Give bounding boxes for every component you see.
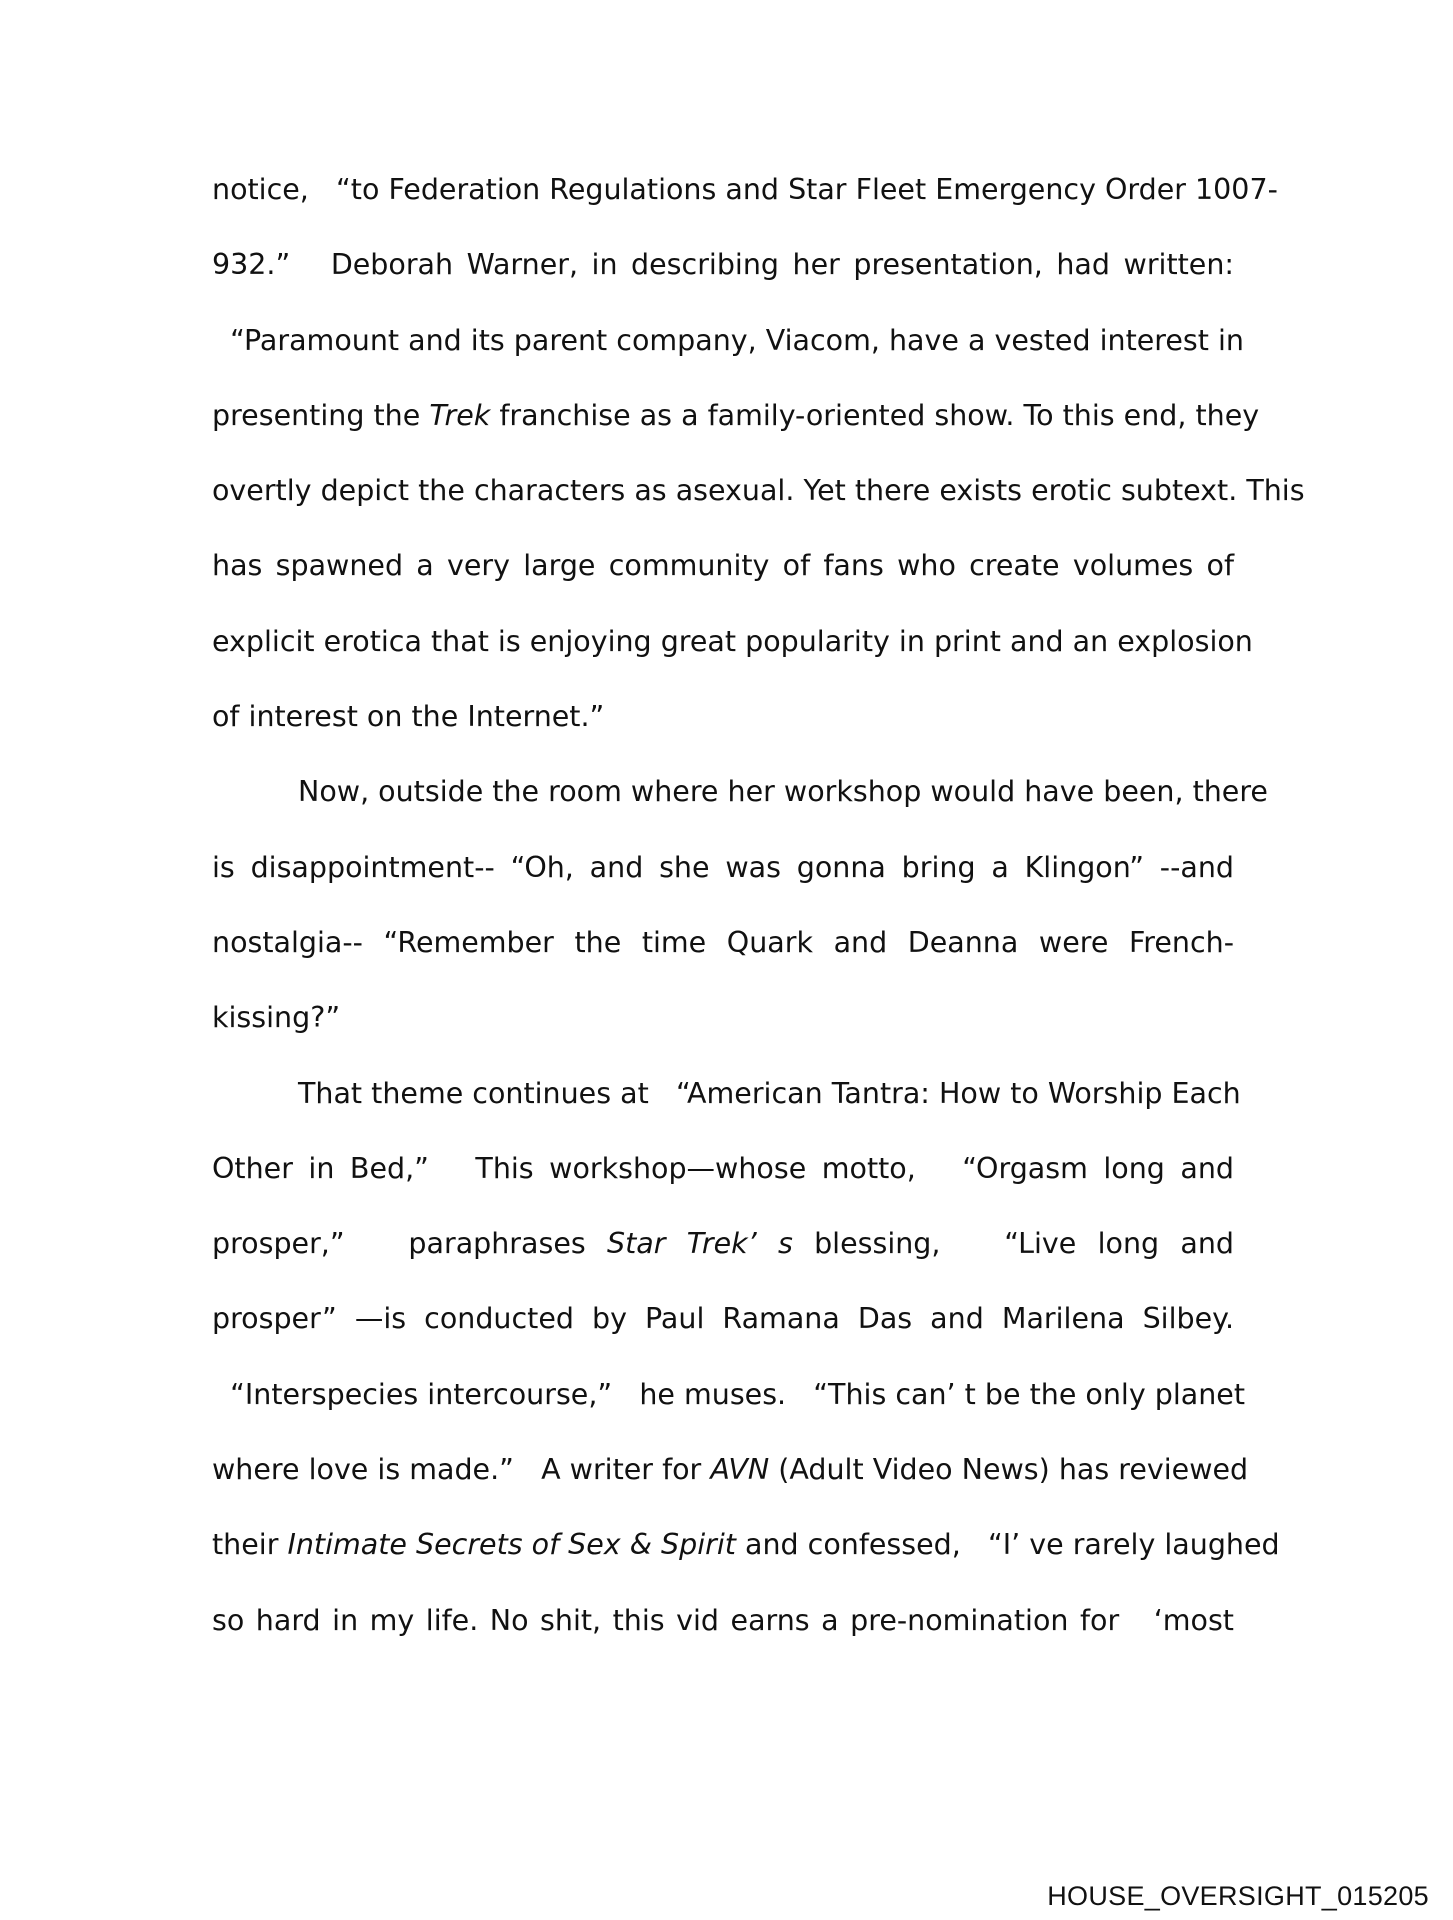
text-line — [212, 988, 1234, 1063]
text-line — [212, 1214, 1234, 1289]
text-run: kissing?” — [212, 1001, 341, 1035]
document-body — [212, 160, 1305, 1666]
text-line — [212, 1139, 1234, 1214]
text-run: explicit erotica that is enjoying great popularity in print and an explosion — [212, 624, 1253, 658]
text-line — [212, 1515, 1280, 1590]
text-run: Now, outside the room where her workshop would have been, there — [298, 775, 1268, 809]
text-run: (Adult Video News) has reviewed — [769, 1453, 1249, 1487]
text-run: where love is made.” A writer for — [212, 1453, 711, 1487]
text-run: nostalgia-- “Remember the time Quark and Deanna were French- — [212, 925, 1234, 959]
text-line — [212, 1440, 1249, 1515]
text-line — [212, 1289, 1234, 1364]
text-line — [212, 612, 1253, 687]
text-run: Other in Bed,” This workshop—whose motto, “Orgasm long and — [212, 1151, 1234, 1185]
italic-title: Star Trek’ s — [606, 1227, 793, 1261]
text-line — [212, 762, 1268, 837]
text-run: of interest on the Internet.” — [212, 700, 605, 734]
text-line — [212, 687, 1234, 762]
bates-number: HOUSE_OVERSIGHT_015205 — [1047, 1881, 1429, 1911]
text-line — [212, 536, 1234, 611]
text-line — [212, 461, 1305, 536]
text-line — [212, 913, 1234, 988]
text-line — [212, 160, 1278, 235]
text-run: so hard in my life. No shit, this vid earns a pre-nomination for ‘most — [212, 1603, 1234, 1637]
text-run: is disappointment-- “Oh, and she was gonna bring a Klingon” --and — [212, 850, 1234, 884]
text-line — [212, 838, 1234, 913]
text-run: and confessed, “I’ ve rarely laughed — [735, 1528, 1280, 1562]
italic-title: Intimate Secrets of Sex & Spirit — [287, 1528, 736, 1562]
text-line — [212, 1064, 1241, 1139]
text-run: blessing, “Live long and — [792, 1227, 1234, 1261]
text-run: That theme continues at “American Tantra: How to Worship Each — [298, 1076, 1241, 1110]
text-run: “Interspecies intercourse,” he muses. “This can’ t be the only planet — [212, 1377, 1245, 1411]
text-run: overtly depict the characters as asexual. Yet there exists erotic subtext. This — [212, 474, 1305, 508]
text-line — [212, 311, 1244, 386]
text-run: prosper,” paraphrases — [212, 1227, 607, 1261]
text-run: prosper” —is conducted by Paul Ramana Das and Marilena Silbey. — [212, 1302, 1234, 1336]
text-line — [212, 1365, 1245, 1440]
italic-title: Trek — [429, 398, 491, 432]
text-line — [212, 235, 1234, 310]
italic-title: AVN — [710, 1453, 770, 1487]
text-run: their — [212, 1528, 288, 1562]
text-run: notice, “to Federation Regulations and Star Fleet Emergency Order 1007- — [212, 173, 1278, 206]
text-line — [212, 386, 1260, 461]
text-run: “Paramount and its parent company, Viacom, have a vested interest in — [212, 323, 1244, 357]
text-run: presenting the — [212, 398, 430, 432]
text-line — [212, 1591, 1234, 1666]
text-run: 932.” Deborah Warner, in describing her presentation, had written: — [212, 248, 1234, 282]
text-run: has spawned a very large community of fans who create volumes of — [212, 549, 1234, 583]
text-run: franchise as a family-oriented show. To this end, they — [490, 398, 1260, 432]
